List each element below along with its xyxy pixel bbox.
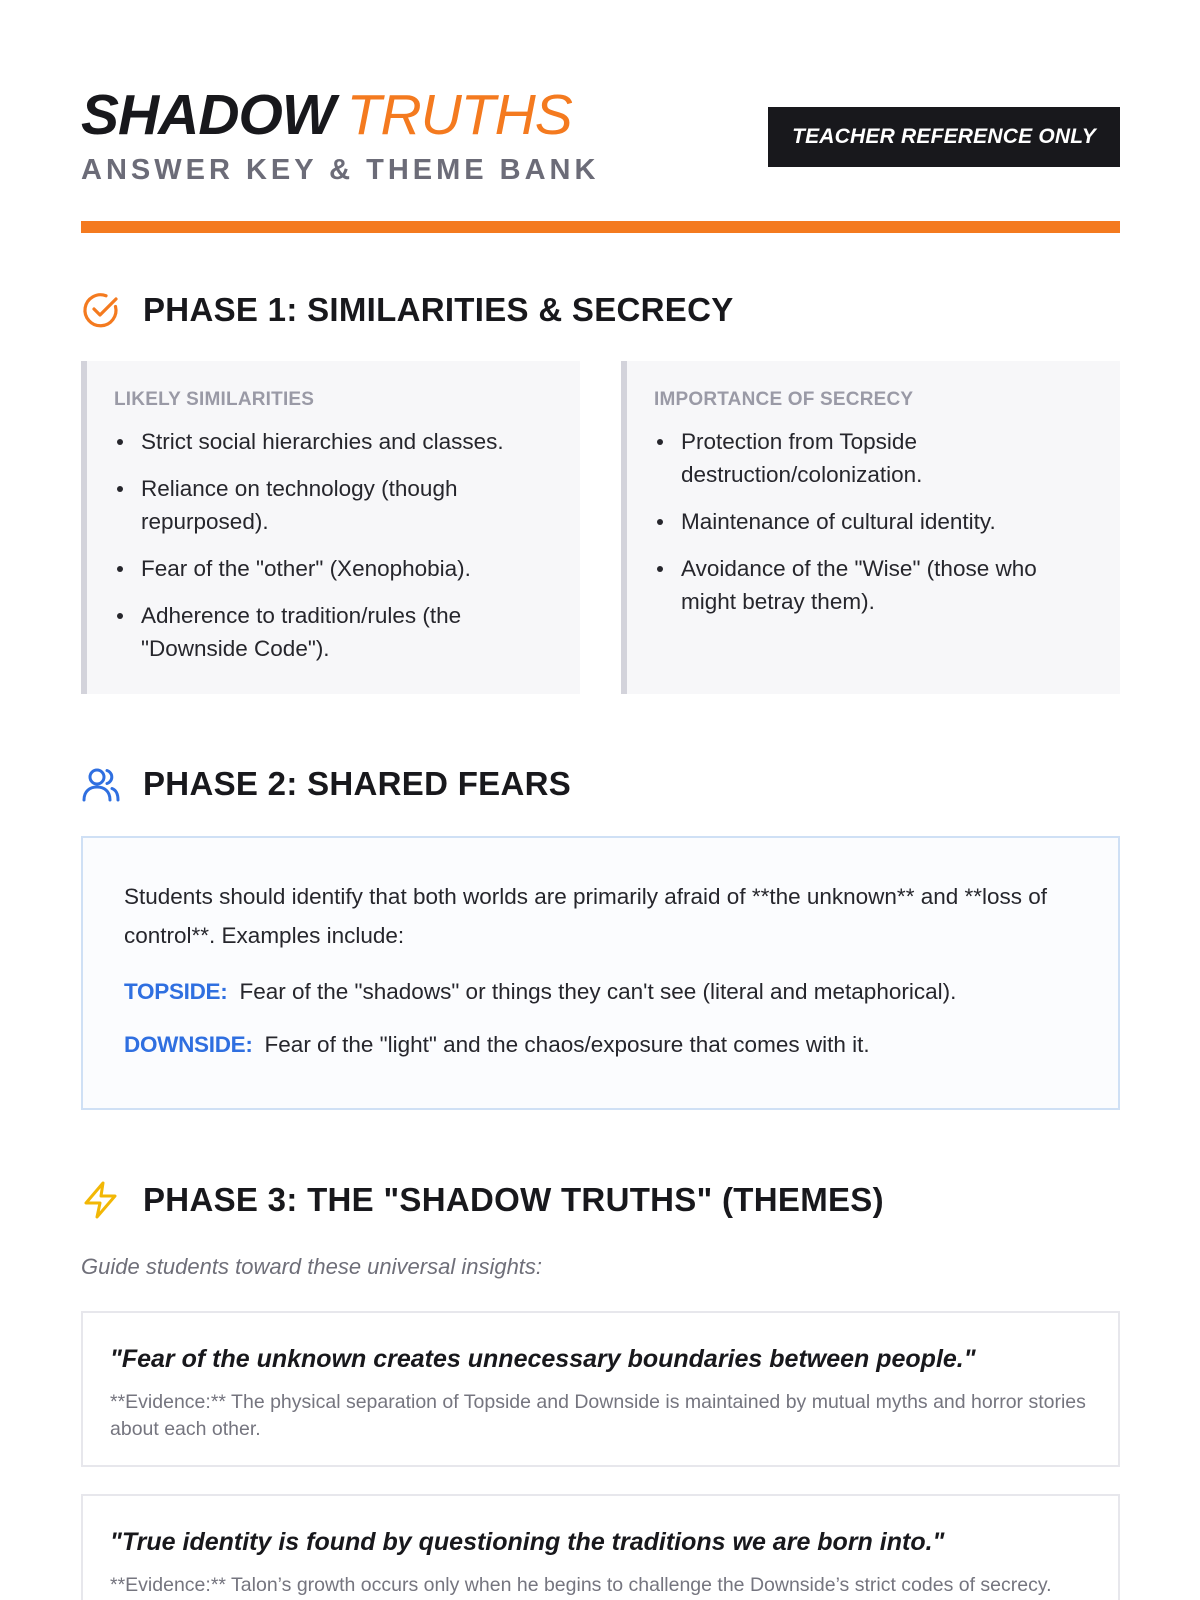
check-circle-icon	[81, 290, 121, 330]
phase2-header	[81, 762, 571, 806]
document-header	[81, 80, 1120, 190]
theme-evidence: **Evidence:** Talon’s growth occurs only when he begins to challenge the Downside’s strict codes of secrecy.	[110, 1574, 1052, 1596]
secrecy-panel	[621, 361, 1120, 694]
shared-fears-box	[81, 836, 1120, 1110]
theme-card	[81, 1311, 1120, 1467]
list-item: Maintenance of cultural identity.	[654, 505, 1094, 538]
phase3-guide-text: Guide students toward these universal insights:	[81, 1254, 543, 1279]
list-item: Fear of the "other" (Xenophobia).	[114, 552, 554, 585]
similarities-panel	[81, 361, 580, 694]
phase1-heading: PHASE 1: SIMILARITIES & SECRECY	[143, 291, 734, 328]
theme-evidence: **Evidence:** The physical separation of Topside and Downside is maintained by mutual myths and horror stories about each other.	[110, 1391, 1086, 1440]
list-item: Protection from Topside destruction/colonization.	[654, 425, 1094, 491]
title-light: TRUTHS	[346, 83, 572, 147]
header-divider	[81, 221, 1120, 233]
list-item: Strict social hierarchies and classes.	[114, 425, 554, 458]
list-item: Reliance on technology (though repurposed).	[114, 472, 554, 538]
lightning-bolt-icon	[81, 1180, 121, 1220]
similarities-heading: LIKELY SIMILARITIES	[114, 389, 315, 410]
list-item: Adherence to tradition/rules (the "Downside Code").	[114, 599, 554, 665]
list-item: Avoidance of the "Wise" (those who might betray them).	[654, 552, 1094, 618]
phase3-header	[81, 1178, 884, 1222]
downside-text: Fear of the "light" and the chaos/exposure that comes with it.	[264, 1032, 870, 1057]
topside-text: Fear of the "shadows" or things they can't see (literal and metaphorical).	[239, 979, 957, 1004]
secrecy-heading: IMPORTANCE OF SECRECY	[654, 389, 914, 410]
teacher-reference-badge: TEACHER REFERENCE ONLY	[768, 107, 1120, 167]
topside-row	[124, 975, 1078, 1009]
shared-fears-intro: Students should identify that both worlds are primarily afraid of **the unknown** and **loss of control**. Examples include:	[124, 884, 1048, 948]
similarities-list	[114, 425, 554, 665]
phase3-heading: PHASE 3: THE "SHADOW TRUTHS" (THEMES)	[143, 1181, 884, 1218]
downside-row	[124, 1028, 1078, 1062]
phase2-heading: PHASE 2: SHARED FEARS	[143, 765, 572, 802]
document-subtitle: ANSWER KEY & THEME BANK	[81, 154, 600, 186]
topside-label: TOPSIDE:	[124, 979, 228, 1004]
downside-label: DOWNSIDE:	[124, 1032, 253, 1057]
theme-quote: "Fear of the unknown creates unnecessary boundaries between people."	[110, 1345, 976, 1373]
secrecy-list	[654, 425, 1094, 618]
users-icon	[81, 764, 121, 804]
phase1-header	[81, 288, 734, 332]
theme-card	[81, 1494, 1120, 1600]
title-bold: SHADOW	[81, 83, 335, 147]
document-title	[81, 80, 572, 150]
theme-quote: "True identity is found by questioning the traditions we are born into."	[110, 1528, 945, 1556]
